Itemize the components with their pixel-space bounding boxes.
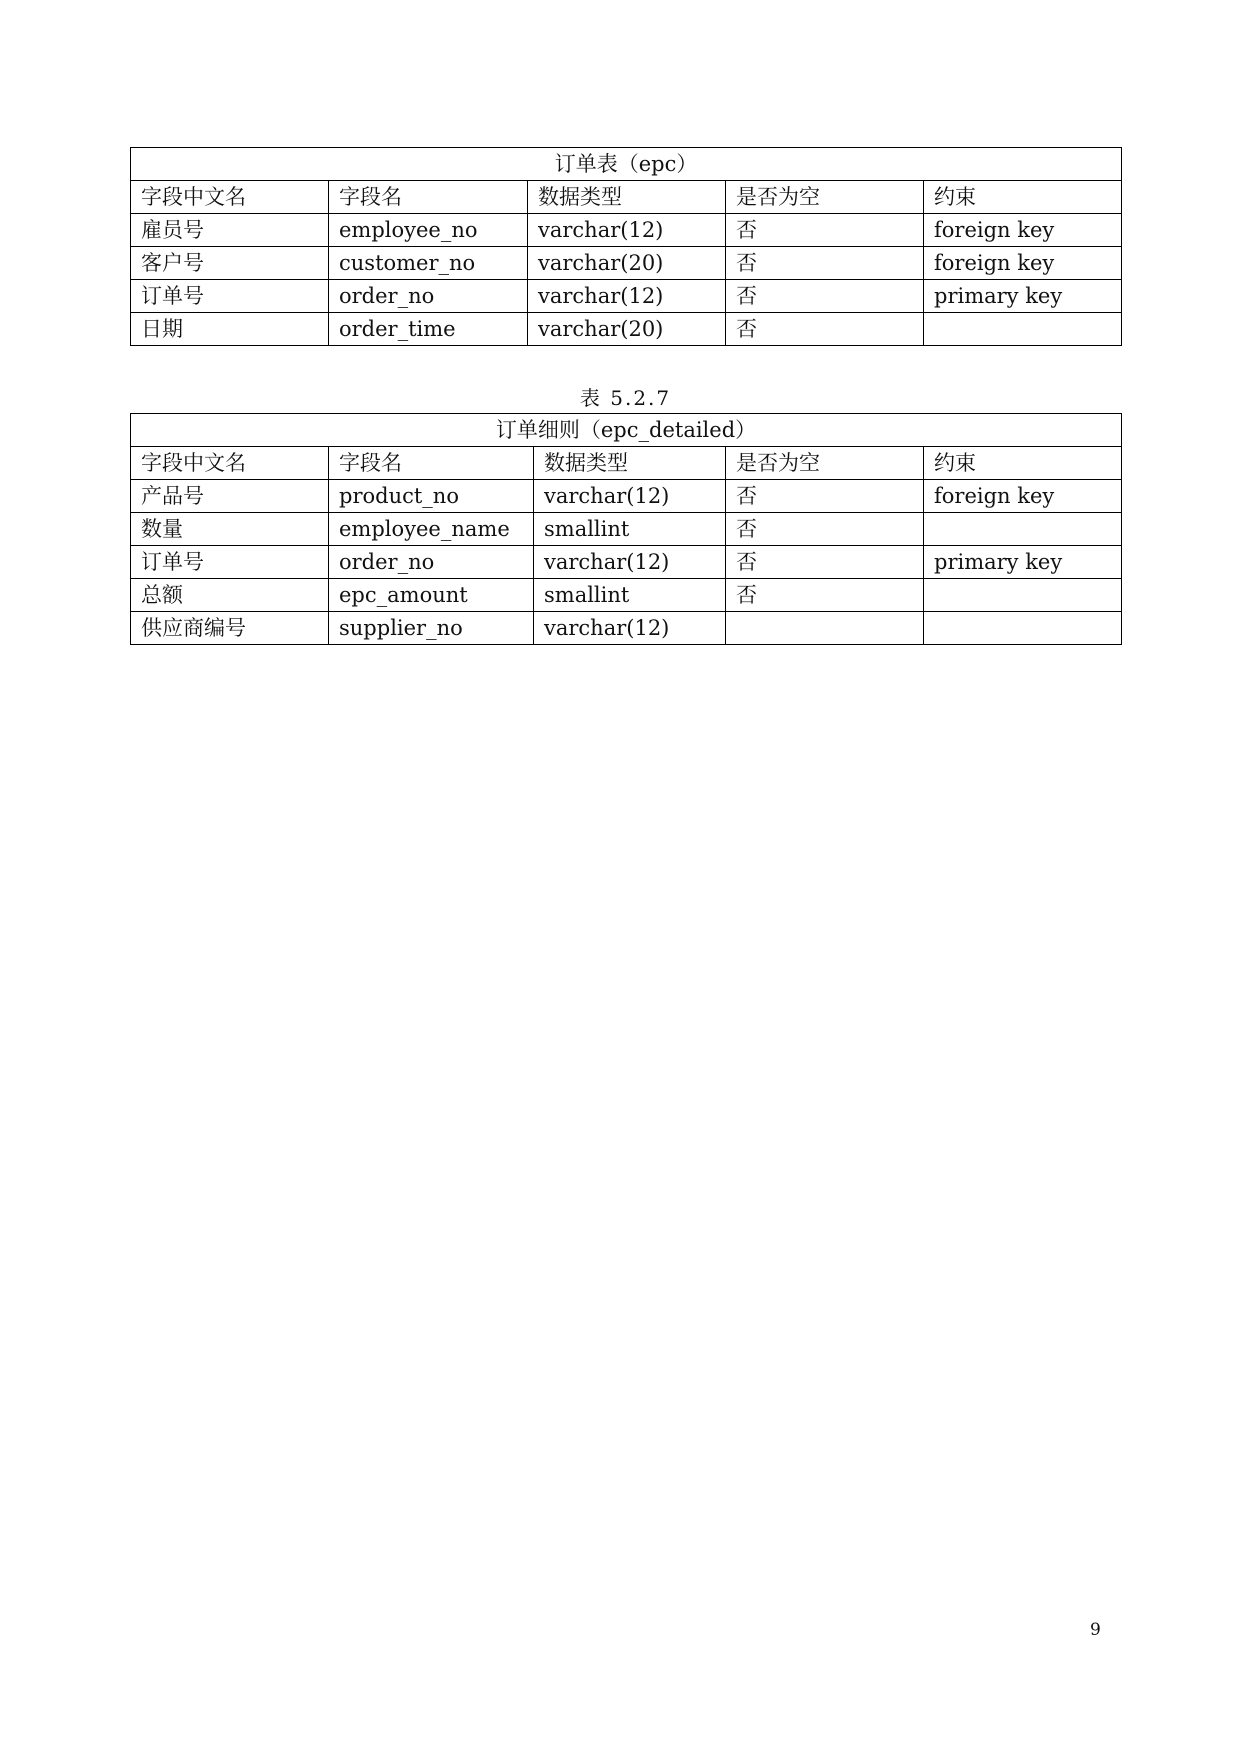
table-title-row xyxy=(131,414,1122,447)
table-cell: smallint xyxy=(534,513,726,546)
table-row xyxy=(131,579,1122,612)
column-header: 字段中文名 xyxy=(131,181,329,214)
table-cell: order_time xyxy=(329,313,528,346)
table-cell: smallint xyxy=(534,579,726,612)
table-cell: varchar(12) xyxy=(534,612,726,645)
page-number: 9 xyxy=(1090,1620,1101,1640)
table-cell: 否 xyxy=(726,546,924,579)
column-header: 字段名 xyxy=(329,181,528,214)
table-row xyxy=(131,546,1122,579)
table-header-row xyxy=(131,181,1122,214)
table-cell xyxy=(726,612,924,645)
table-cell: 否 xyxy=(726,513,924,546)
table-row xyxy=(131,480,1122,513)
table-title: 订单表（epc） xyxy=(131,148,1122,181)
table-cell: customer_no xyxy=(329,247,528,280)
column-header: 是否为空 xyxy=(726,447,924,480)
table-title: 订单细则（epc_detailed） xyxy=(131,414,1122,447)
table-row xyxy=(131,513,1122,546)
table-row xyxy=(131,612,1122,645)
table-cell: varchar(20) xyxy=(528,313,726,346)
table-cell: product_no xyxy=(329,480,534,513)
column-header: 数据类型 xyxy=(534,447,726,480)
table-cell: 客户号 xyxy=(131,247,329,280)
table-cell: foreign key xyxy=(924,480,1122,513)
table-cell xyxy=(924,513,1122,546)
table-cell: varchar(12) xyxy=(534,480,726,513)
table-epc-detailed xyxy=(130,413,1122,645)
table-row xyxy=(131,247,1122,280)
table-epc xyxy=(130,147,1122,346)
table-cell: 否 xyxy=(726,579,924,612)
table-cell: varchar(12) xyxy=(528,214,726,247)
table-cell: varchar(12) xyxy=(528,280,726,313)
table-row xyxy=(131,313,1122,346)
table-row xyxy=(131,214,1122,247)
column-header: 字段名 xyxy=(329,447,534,480)
table-cell xyxy=(924,579,1122,612)
table-cell: 产品号 xyxy=(131,480,329,513)
table-cell: employee_name xyxy=(329,513,534,546)
table-cell: 日期 xyxy=(131,313,329,346)
table-cell: 否 xyxy=(726,280,924,313)
table-caption: 表 5.2.7 xyxy=(579,386,672,410)
table-title-row xyxy=(131,148,1122,181)
column-header: 数据类型 xyxy=(528,181,726,214)
table-cell: order_no xyxy=(329,546,534,579)
column-header: 约束 xyxy=(924,181,1122,214)
table-cell: primary key xyxy=(924,280,1122,313)
table-cell: order_no xyxy=(329,280,528,313)
table-cell: 否 xyxy=(726,247,924,280)
table-cell: foreign key xyxy=(924,247,1122,280)
table-cell: epc_amount xyxy=(329,579,534,612)
table-cell: primary key xyxy=(924,546,1122,579)
table-cell: 雇员号 xyxy=(131,214,329,247)
column-header: 约束 xyxy=(924,447,1122,480)
table-header-row xyxy=(131,447,1122,480)
table-cell: supplier_no xyxy=(329,612,534,645)
table-cell xyxy=(924,612,1122,645)
table-cell: 否 xyxy=(726,313,924,346)
column-header: 是否为空 xyxy=(726,181,924,214)
table-cell: 订单号 xyxy=(131,280,329,313)
table-row xyxy=(131,280,1122,313)
table-cell: 供应商编号 xyxy=(131,612,329,645)
table-cell: 否 xyxy=(726,480,924,513)
table-cell: 总额 xyxy=(131,579,329,612)
table-cell: varchar(20) xyxy=(528,247,726,280)
table-cell: 订单号 xyxy=(131,546,329,579)
table-cell: 数量 xyxy=(131,513,329,546)
column-header: 字段中文名 xyxy=(131,447,329,480)
table-cell: varchar(12) xyxy=(534,546,726,579)
table-cell: 否 xyxy=(726,214,924,247)
table-cell: foreign key xyxy=(924,214,1122,247)
table-cell xyxy=(924,313,1122,346)
table-cell: employee_no xyxy=(329,214,528,247)
